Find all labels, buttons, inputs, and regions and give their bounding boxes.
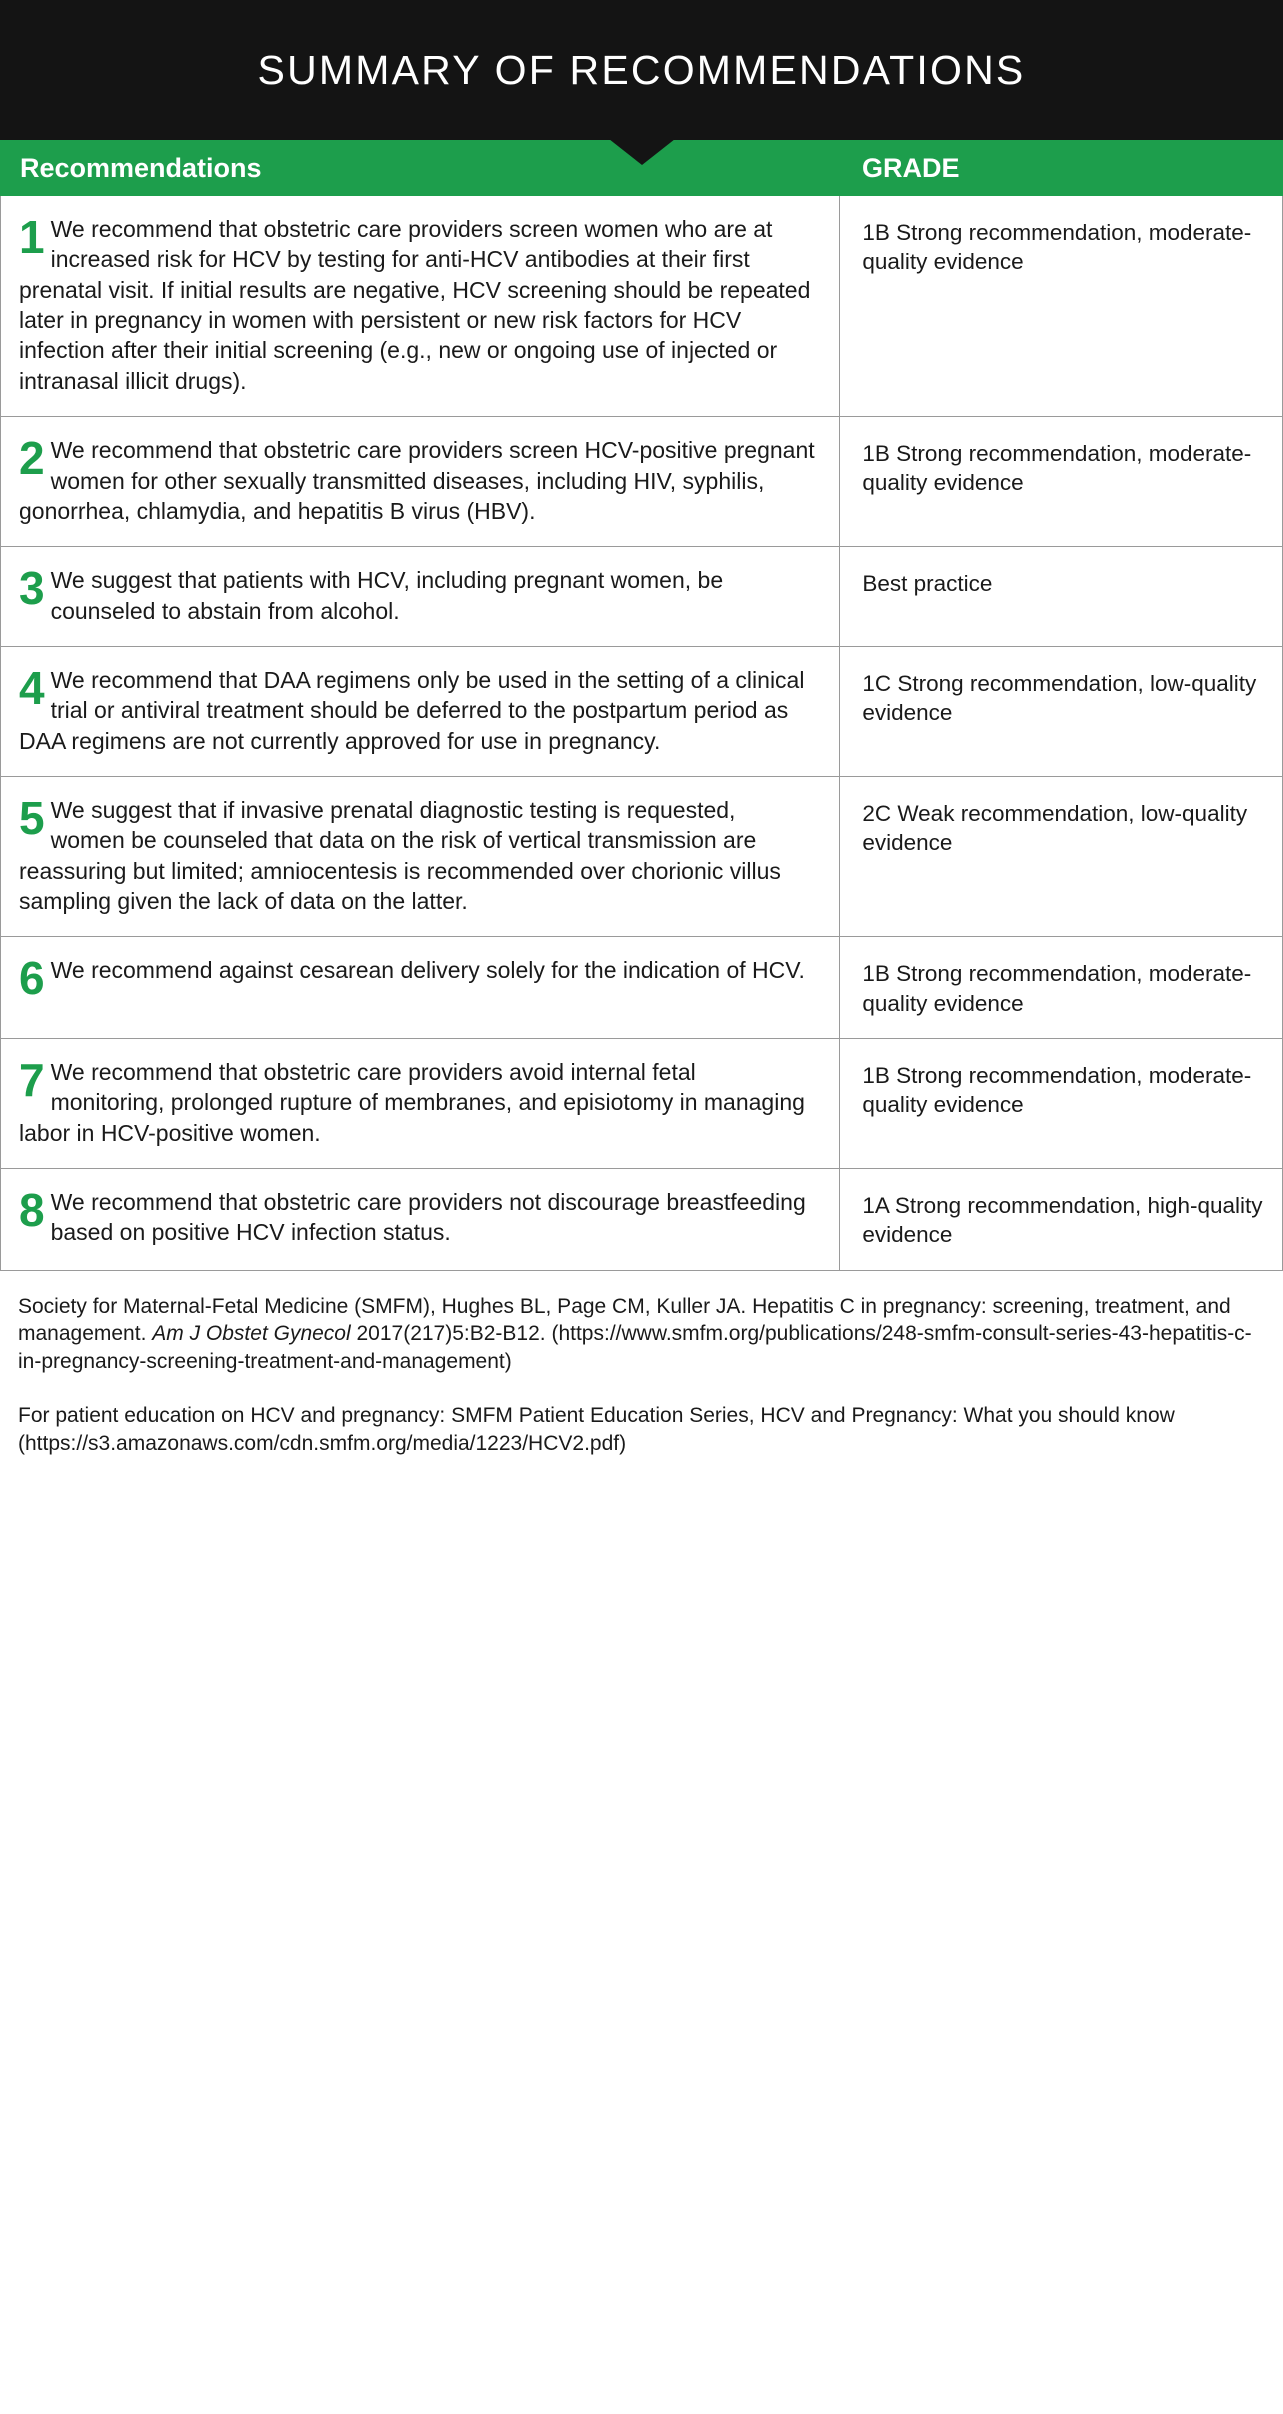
table-row xyxy=(1,417,1282,547)
recommendation-text: We suggest that if invasive prenatal diagnostic testing is requested, women be counseled that data on the risk of vertical transmission are reassuring but limited; amniocentesis is recommended over chorionic villus sampling given the lack of data on the latter. xyxy=(19,797,781,915)
recommendation-number: 2 xyxy=(19,432,45,485)
table-row xyxy=(1,937,1282,1039)
grade-cell: 1B Strong recommendation, moderate-quality evidence xyxy=(862,220,1252,275)
recommendation-text: We suggest that patients with HCV, including pregnant women, be counseled to abstain from alcohol. xyxy=(50,567,724,624)
header-grade: GRADE xyxy=(862,152,960,183)
title-banner xyxy=(0,0,1283,140)
citation xyxy=(18,1293,1265,1377)
recommendation-text: We recommend that obstetric care providers screen HCV-positive pregnant women for other sexually transmitted diseases, including HIV, syphilis, gonorrhea, chlamydia, and hepatitis B virus (HBV). xyxy=(19,437,815,524)
recommendation-cell xyxy=(1,1039,840,1168)
grade-cell: 2C Weak recommendation, low-quality evidence xyxy=(862,801,1248,856)
grade-cell: 1B Strong recommendation, moderate-quality evidence xyxy=(862,1062,1252,1118)
grade-cell: 1A Strong recommendation, high-quality evidence xyxy=(862,1193,1263,1248)
recommendation-cell xyxy=(1,196,840,416)
table-row xyxy=(1,777,1282,937)
table-header-row xyxy=(0,140,1283,196)
recommendation-cell xyxy=(1,417,840,546)
header-recommendations: Recommendations xyxy=(20,152,262,183)
recommendation-number: 5 xyxy=(19,792,45,845)
arrow-marker-icon xyxy=(609,139,675,165)
recommendation-cell xyxy=(1,547,840,646)
citation-part2: 2017(217)5:B2-B12. (https://www.smfm.org/publications/248-smfm-consult-series-43-hepatitis-c-in-pregnancy-screening-treatment-and-management) xyxy=(18,1322,1252,1374)
table-row xyxy=(1,196,1282,417)
footer xyxy=(0,1271,1283,1473)
recommendation-text: We recommend against cesarean delivery solely for the indication of HCV. xyxy=(50,957,805,984)
recommendation-number: 4 xyxy=(19,661,45,714)
recommendation-number: 7 xyxy=(19,1053,45,1106)
citation-journal: Am J Obstet Gynecol xyxy=(152,1322,351,1346)
recommendation-text: We recommend that obstetric care providers not discourage breastfeeding based on positive HCV infection status. xyxy=(50,1189,806,1246)
table-row xyxy=(1,547,1282,647)
grade-cell: 1B Strong recommendation, moderate-quality evidence xyxy=(862,441,1252,496)
citation-part1: Society for Maternal-Fetal Medicine (SMFM), Hughes BL, Page CM, Kuller JA. Hepatitis C in pregnancy: screening, treatment, and management. xyxy=(18,1294,1231,1346)
recommendation-cell xyxy=(1,647,840,776)
recommendation-text: We recommend that DAA regimens only be used in the setting of a clinical trial or antiviral treatment should be deferred to the postpartum period as DAA regimens are not currently approved for use in pregnancy. xyxy=(19,666,805,754)
table-row xyxy=(1,1169,1282,1270)
recommendation-number: 6 xyxy=(19,952,45,1005)
recommendation-number: 3 xyxy=(19,562,45,615)
recommendation-cell xyxy=(1,777,840,936)
patient-education-note: For patient education on HCV and pregnancy: SMFM Patient Education Series, HCV and Pregnancy: What you should know (https://s3.amazonaws.com/cdn.smfm.org/media/1223/HCV2.pdf) xyxy=(18,1404,1175,1456)
table-row xyxy=(1,647,1282,777)
recommendation-number: 8 xyxy=(19,1184,45,1237)
grade-cell: Best practice xyxy=(862,571,993,597)
recommendation-text: We recommend that obstetric care providers screen women who are at increased risk for HCV by testing for anti-HCV antibodies at their first prenatal visit. If initial results are negative, HCV screening should be repeated later in pregnancy in women with persistent or new risk factors for HCV infection after their initial screening (e.g., new or ongoing use of injected or intranasal illicit drugs). xyxy=(19,216,811,394)
grade-cell: 1B Strong recommendation, moderate-quality evidence xyxy=(862,961,1252,1016)
recommendation-cell xyxy=(1,937,840,1038)
recommendation-text: We recommend that obstetric care providers avoid internal fetal monitoring, prolonged rupture of membranes, and episiotomy in managing labor in HCV-positive women. xyxy=(19,1058,805,1146)
recommendation-number: 1 xyxy=(19,211,45,263)
page-title: SUMMARY OF RECOMMENDATIONS xyxy=(257,46,1026,93)
recommendation-cell xyxy=(1,1169,840,1270)
table-row xyxy=(1,1039,1282,1169)
grade-cell: 1C Strong recommendation, low-quality evidence xyxy=(862,670,1257,726)
recommendations-table xyxy=(0,196,1283,1271)
